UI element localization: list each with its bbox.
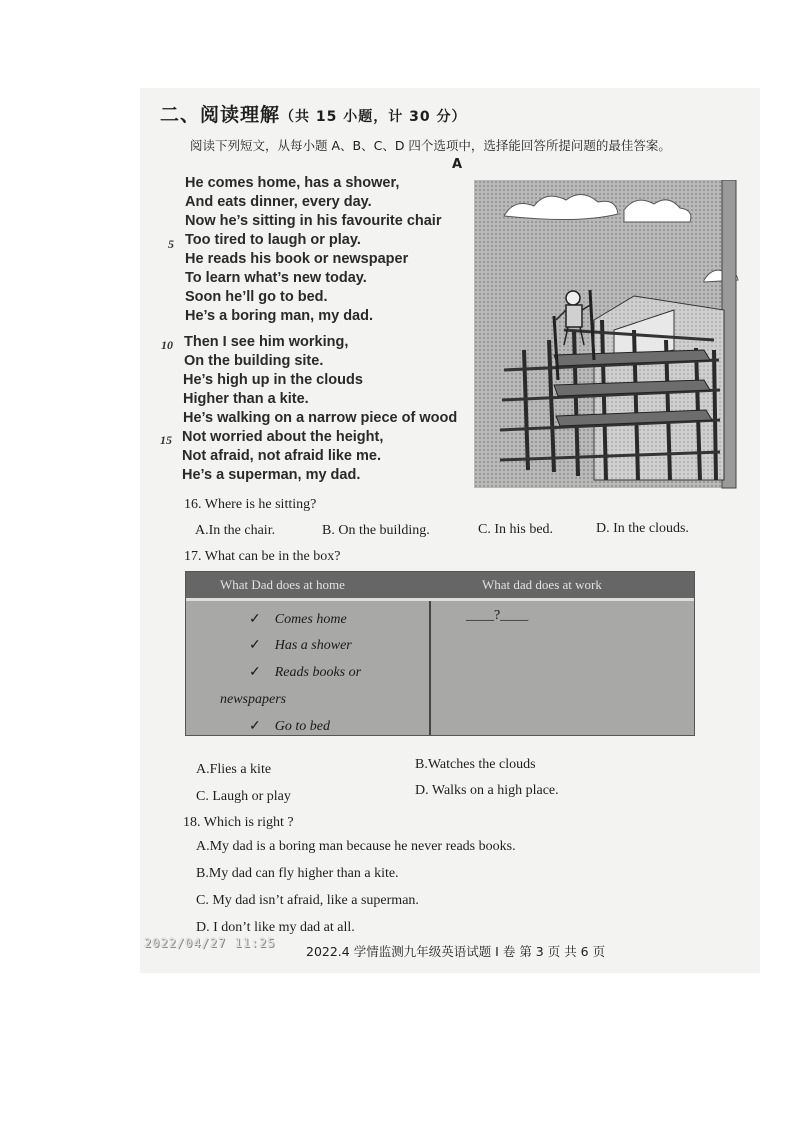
poem-line: Then I see him working, — [184, 334, 349, 350]
photo-timestamp: 2022/04/27 11:25 — [144, 936, 276, 950]
q17-option-d[interactable]: D. Walks on a high place. — [415, 783, 559, 798]
check-icon: ✓ — [249, 719, 261, 734]
table-home-item: ✓ Reads books or — [249, 665, 362, 680]
table-home-item: ✓ Has a shower — [249, 638, 352, 653]
q17-option-c[interactable]: C. Laugh or play — [196, 789, 291, 804]
poem-line: Soon he’ll go to bed. — [185, 289, 328, 305]
q17-option-a[interactable]: A.Flies a kite — [196, 762, 272, 777]
q17-option-b[interactable]: B.Watches the clouds — [415, 757, 536, 772]
line-number: 5 — [168, 237, 174, 251]
q16-option-a[interactable]: A.In the chair. — [195, 523, 276, 538]
table-home-item: ✓ Comes home — [249, 612, 347, 627]
section-subtitle: （共 15 小题，计 30 分） — [280, 109, 467, 125]
poem-line: On the building site. — [184, 353, 324, 369]
poem-line: He comes home, has a shower, — [185, 175, 400, 191]
q18-option-d[interactable]: D. I don’t like my dad at all. — [196, 920, 355, 935]
check-icon: ✓ — [249, 665, 261, 680]
instructions: 阅读下列短文，从每小题 A、B、C、D 四个选项中，选择能回答所提问题的最佳答案。 — [190, 138, 671, 153]
q18-option-b[interactable]: B.My dad can fly higher than a kite. — [196, 866, 399, 881]
q16-option-c[interactable]: C. In his bed. — [478, 522, 554, 537]
poem-line: To learn what’s new today. — [185, 270, 367, 286]
line-number: 10 — [161, 338, 173, 352]
construction-worker-scaffolding-image — [474, 180, 744, 490]
table-home-item: ✓ Go to bed — [249, 719, 330, 734]
poem-line: He’s a superman, my dad. — [182, 467, 361, 483]
poem-line: He’s walking on a narrow piece of wood — [183, 410, 458, 426]
passage-label: A — [452, 157, 463, 172]
question-17-stem: 17. What can be in the box? — [184, 549, 341, 564]
poem-line: Now he’s sitting in his favourite chair — [185, 213, 442, 229]
q18-option-c[interactable]: C. My dad isn’t afraid, like a superman. — [196, 893, 419, 908]
question-16-stem: 16. Where is he sitting? — [184, 497, 317, 512]
table-work-blank: ____?____ — [466, 608, 529, 623]
q16-option-b[interactable]: B. On the building. — [322, 523, 430, 538]
poem-line: He reads his book or newspaper — [185, 251, 409, 267]
check-icon: ✓ — [249, 612, 261, 627]
q18-option-a[interactable]: A.My dad is a boring man because he never reads books. — [196, 839, 516, 854]
table-home-item-continued: newspapers — [220, 692, 287, 707]
poem-line: He’s a boring man, my dad. — [185, 308, 374, 324]
poem-line: Not afraid, not afraid like me. — [182, 448, 382, 464]
question-18-stem: 18. Which is right ? — [183, 815, 294, 830]
line-number: 15 — [160, 433, 172, 447]
poem-line: And eats dinner, every day. — [185, 194, 372, 210]
poem-line: Higher than a kite. — [183, 391, 309, 407]
poem-line: Too tired to laugh or play. — [185, 232, 361, 248]
section-heading: 二、阅读理解 — [160, 104, 281, 126]
poem-line: Not worried about the height, — [182, 429, 384, 445]
section-title — [160, 100, 466, 127]
home-work-table — [185, 571, 695, 736]
table-header — [186, 572, 694, 601]
table-divider — [429, 601, 431, 735]
table-header-home: What Dad does at home — [220, 577, 345, 592]
page-footer: 2022.4 学情监测九年级英语试题 I 卷 第 3 页 共 6 页 — [306, 944, 606, 959]
check-icon: ✓ — [249, 638, 261, 653]
table-header-work: What dad does at work — [482, 577, 602, 592]
q16-option-d[interactable]: D. In the clouds. — [596, 521, 689, 536]
poem-line: He’s high up in the clouds — [183, 372, 363, 388]
